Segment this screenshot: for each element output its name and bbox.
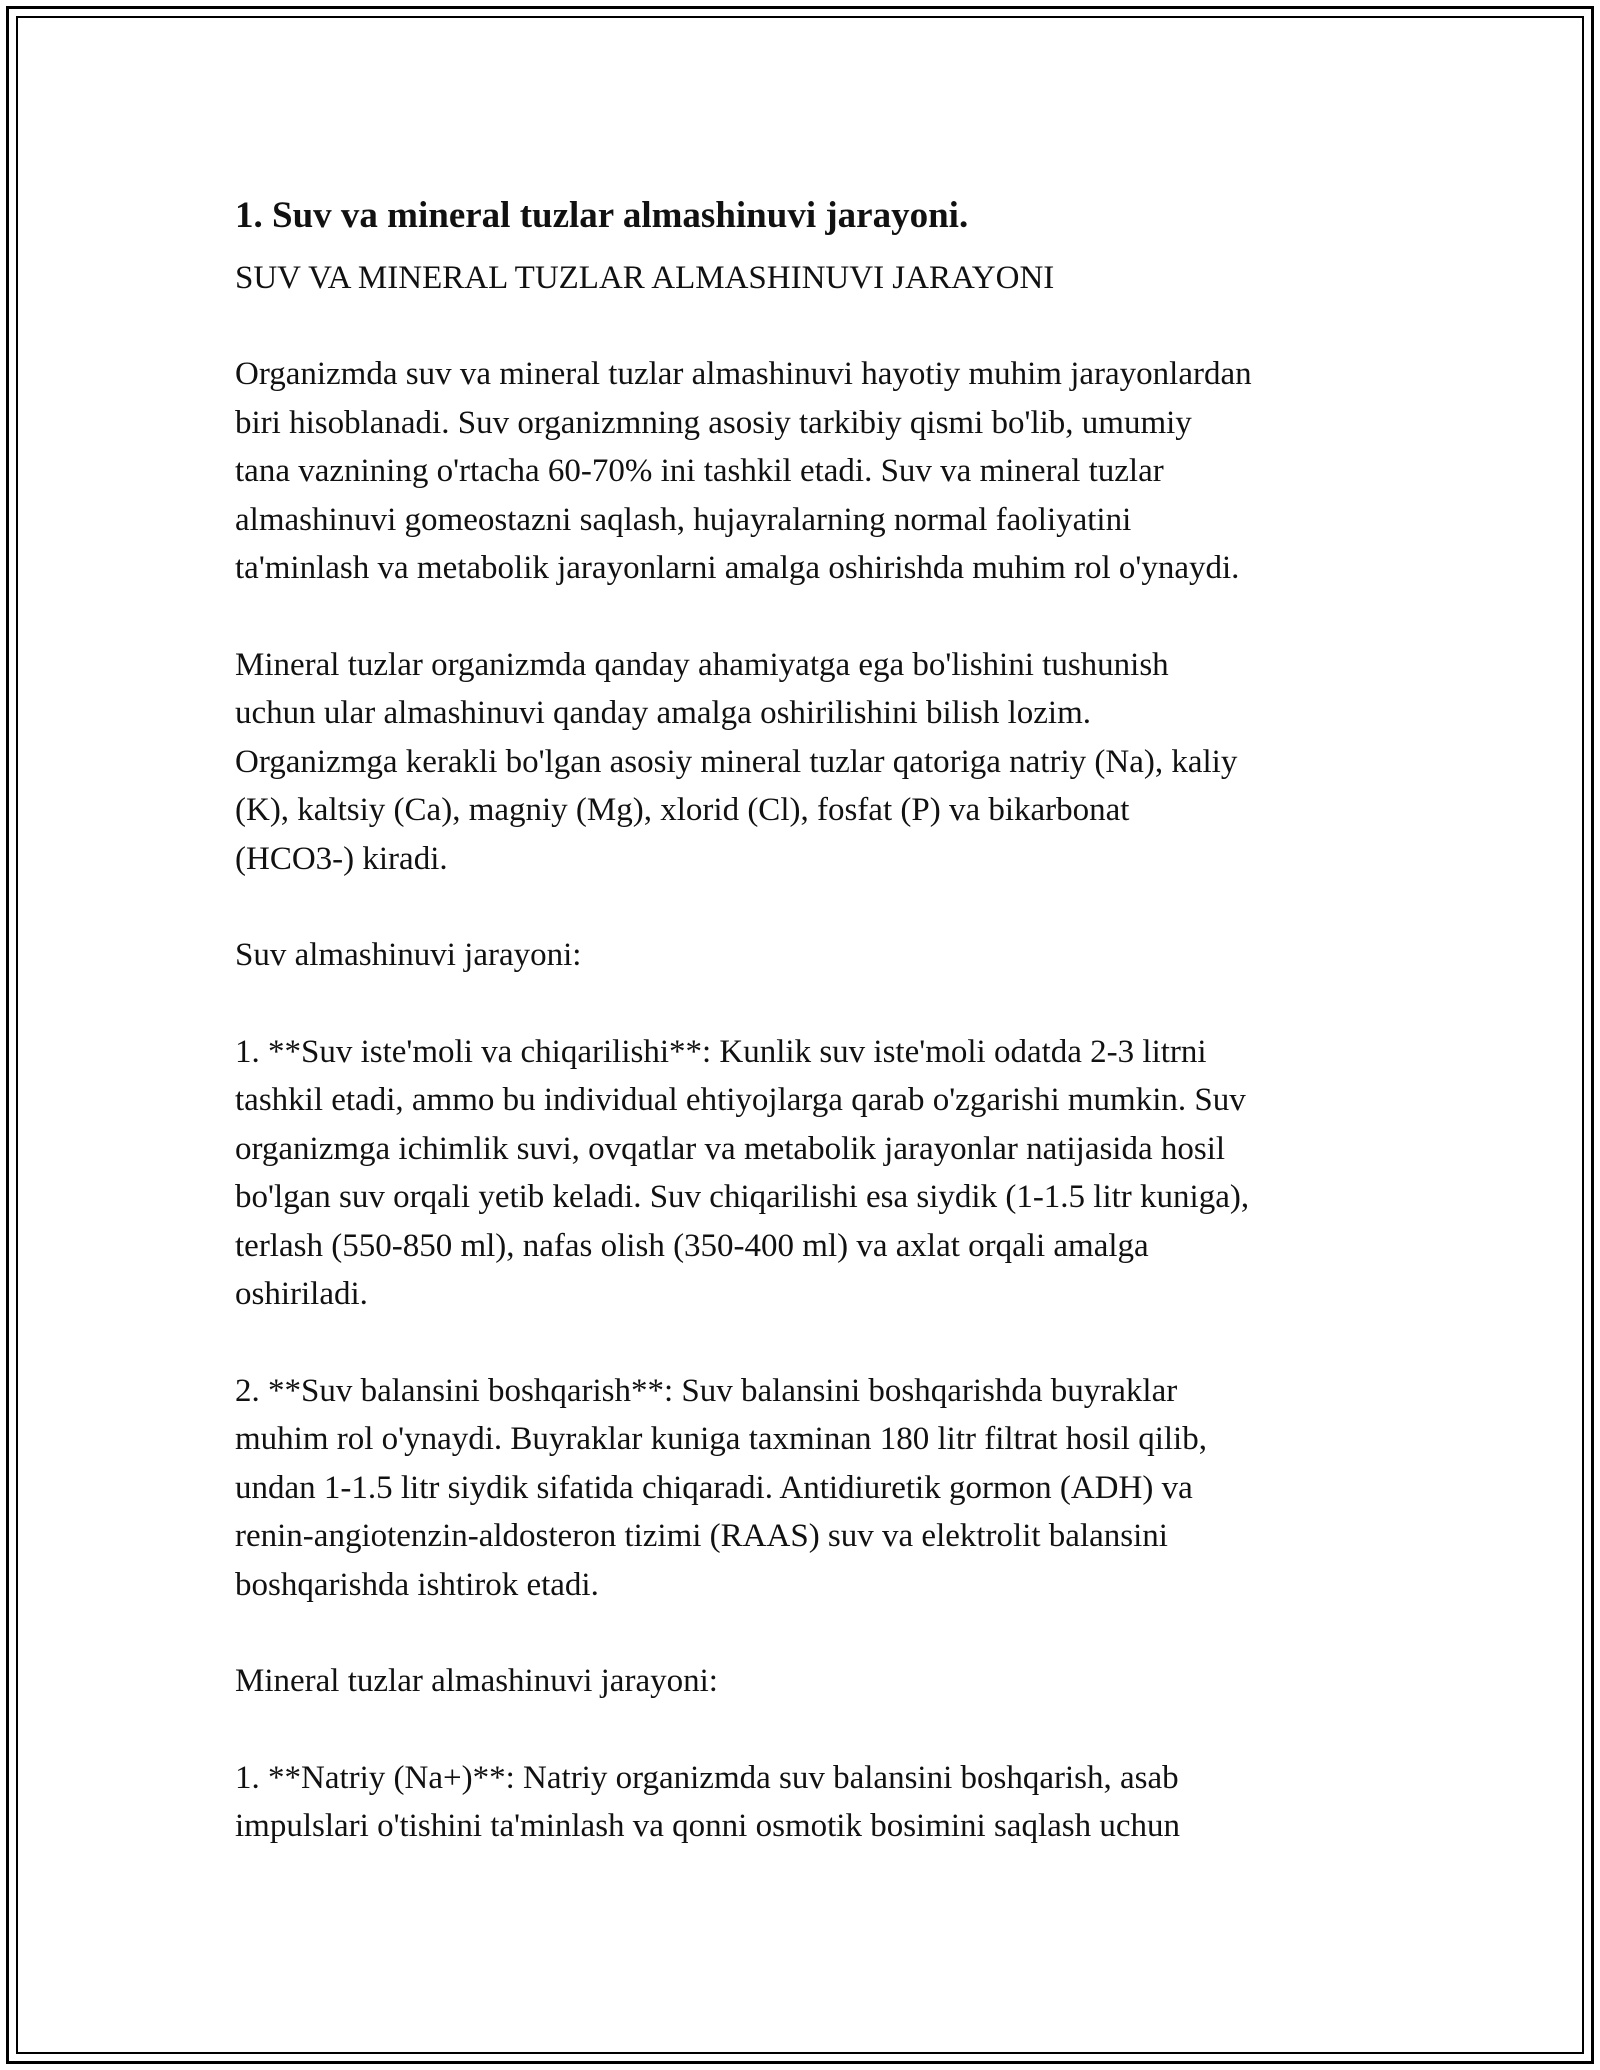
text-line: renin-angiotenzin-aldosteron tizimi (RAAS) suv va elektrolit balansini — [235, 1518, 1168, 1554]
text-line: Organizmga kerakli bo'lgan asosiy mineral tuzlar qatoriga natriy (Na), kaliy — [235, 743, 1238, 780]
list-item-sodium — [235, 1754, 1400, 1851]
text-line: Mineral tuzlar almashinuvi jarayoni: — [235, 1663, 718, 1699]
text-line: uchun ular almashinuvi qanday amalga oshirilishini bilish lozim. — [235, 695, 1092, 731]
text-line: (K), kaltsiy (Ca), magniy (Mg), xlorid (Cl), fosfat (P) va bikarbonat — [235, 792, 1130, 828]
text-line: 1. **Suv iste'moli va chiqarilishi**: Kunlik suv iste'moli odatda 2-3 litrni — [235, 1033, 1207, 1070]
document-subtitle: SUV VA MINERAL TUZLAR ALMASHINUVI JARAYONI — [235, 260, 1055, 296]
paragraph-intro — [235, 350, 1400, 593]
text-line: 1. **Natriy (Na+)**: Natriy organizmda suv balansini boshqarish, asab — [235, 1759, 1179, 1796]
document-heading: 1. Suv va mineral tuzlar almashinuvi jarayoni. — [235, 195, 969, 236]
text-line: ta'minlash va metabolik jarayonlarni amalga oshirishda muhim rol o'ynaydi. — [235, 550, 1240, 586]
paragraph-minerals — [235, 641, 1400, 884]
text-line: tana vaznining o'rtacha 60-70% ini tashkil etadi. Suv va mineral tuzlar — [235, 453, 1164, 489]
text-line: almashinuvi gomeostazni saqlash, hujayralarning normal faoliyatini — [235, 501, 1132, 538]
text-line: (HCO3-) kiradi. — [235, 840, 448, 877]
text-line: organizmga ichimlik suvi, ovqatlar va metabolik jarayonlar natijasida hosil — [235, 1130, 1226, 1167]
section-label-water — [235, 931, 1400, 980]
document-body — [235, 188, 1400, 1851]
text-line: Mineral tuzlar organizmda qanday ahamiyatga ega bo'lishini tushunish — [235, 646, 1169, 683]
text-line: undan 1-1.5 litr siydik sifatida chiqaradi. Antidiuretik gormon (ADH) va — [235, 1469, 1193, 1506]
text-line: Suv almashinuvi jarayoni: — [235, 937, 582, 973]
text-line: impulslari o'tishini ta'minlash va qonni osmotik bosimini saqlash uchun — [235, 1808, 1181, 1844]
text-line: boshqarishda ishtirok etadi. — [235, 1566, 599, 1603]
text-line: oshiriladi. — [235, 1276, 368, 1312]
text-line: Organizmda suv va mineral tuzlar almashinuvi hayotiy muhim jarayonlardan — [235, 356, 1252, 392]
section-label-minerals — [235, 1657, 1400, 1706]
list-item-water-intake — [235, 1028, 1400, 1319]
text-line: 2. **Suv balansini boshqarish**: Suv balansini boshqarishda buyraklar — [235, 1372, 1178, 1409]
text-line: biri hisoblanadi. Suv organizmning asosiy tarkibiy qismi bo'lib, umumiy — [235, 404, 1192, 441]
text-line: tashkil etadi, ammo bu individual ehtiyojlarga qarab o'zgarishi mumkin. Suv — [235, 1082, 1246, 1118]
text-line: terlash (550-850 ml), nafas olish (350-400 ml) va axlat orqali amalga — [235, 1227, 1149, 1264]
list-item-water-balance — [235, 1367, 1400, 1610]
text-line: muhim rol o'ynaydi. Buyraklar kuniga taxminan 180 litr filtrat hosil qilib, — [235, 1421, 1207, 1457]
text-line: bo'lgan suv orqali yetib keladi. Suv chiqarilishi esa siydik (1-1.5 litr kuniga), — [235, 1179, 1250, 1215]
